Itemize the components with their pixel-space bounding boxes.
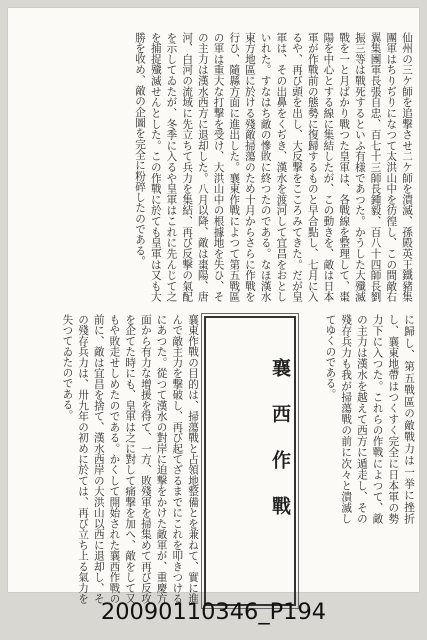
document-page — [8, 8, 419, 604]
page-identifier: 20090110346_P194 — [100, 599, 327, 625]
upper-body-text: 仙州の三ケ師を追撃させ二ケ師を潰滅、孫殿英王鐵豬集團軍はちりぢりになつて太洪山中を彷徨し、この間敵右翼集團軍長張自忠、百七十三師長鍾毅、百八十四師長劉振三等は戰死するといふ有様であつた。かうした大殲滅戰を一と月ばかり戰つた皇軍は、各戰線を整理して、棗陽を中心とする線に集結したが、この動きを、敵は日本軍が作戰前の態勢に復歸するものと早合點し、七月に入るや、再び頭を出し、大反撃をこころみてきた。だが皇軍は、その出鼻をくぢき、漢水を渡河して宜昌をおとしいれた。すなはち敵の慘敗に終つたのである。なほ漢水東方地區に於ける殘敵掃蕩のため十月からさらに作戰を行ひ、隨縣方面に進出した。襄東作戰によつて第五戰區の軍は重大な打撃を受け、大洪山中の根據地を失ひ、その主力は漢水西方に退却した。八月以降、敵は棗陽、唐河、白河の流域に先立ちて兵力を集結、再び反撃の氣配を示してゐたが、冬季に入るや皇軍はこれに先んじて之を捕捉殲滅せんとした。この作戰に於ても皇軍は又も大勝を收め、敵の企圖を完全に粉碎したのである。 — [134, 32, 413, 302]
lower-right-body-text: に歸し、第五戰區の敵戰力は一挙に挫折し、襄東地帶はつくすく完全に日本軍の勢力下に入つた。これらの作戰によつて、敵の主力は漢水を越えて西方に遁走し、その殘存兵力も我が掃蕩戰の前に次々と潰滅してゆくのである。 — [324, 314, 415, 524]
chapter-title: 襄西作戰 — [269, 358, 291, 542]
chapter-title-box — [204, 316, 296, 606]
lower-left-body-text: 襄東作戰の目的は、掃蕩戰と占領地整備とを兼ねて、實に進んで敵主力を撃破し、再び起てざるまでにこれを叩きつけるにあつた。從つて漢水の對岸に迫撃をかけた敵軍が、重慶方面から有力な增援を得て、一方、敗殘軍を掃集めて再び反攻を企てた時にも、皇軍は之に對して痛撃を加へ、敵をして又もや敗走せしめたのである。かくして開始された襄西作戰の前に、敵は宜昌を捨て、漢水西岸の大洪山以西に退却し、その殘存兵力は、卅九年の初めに於ては、再び立ち上る氣力を失つてゐたのである。 — [61, 314, 199, 604]
